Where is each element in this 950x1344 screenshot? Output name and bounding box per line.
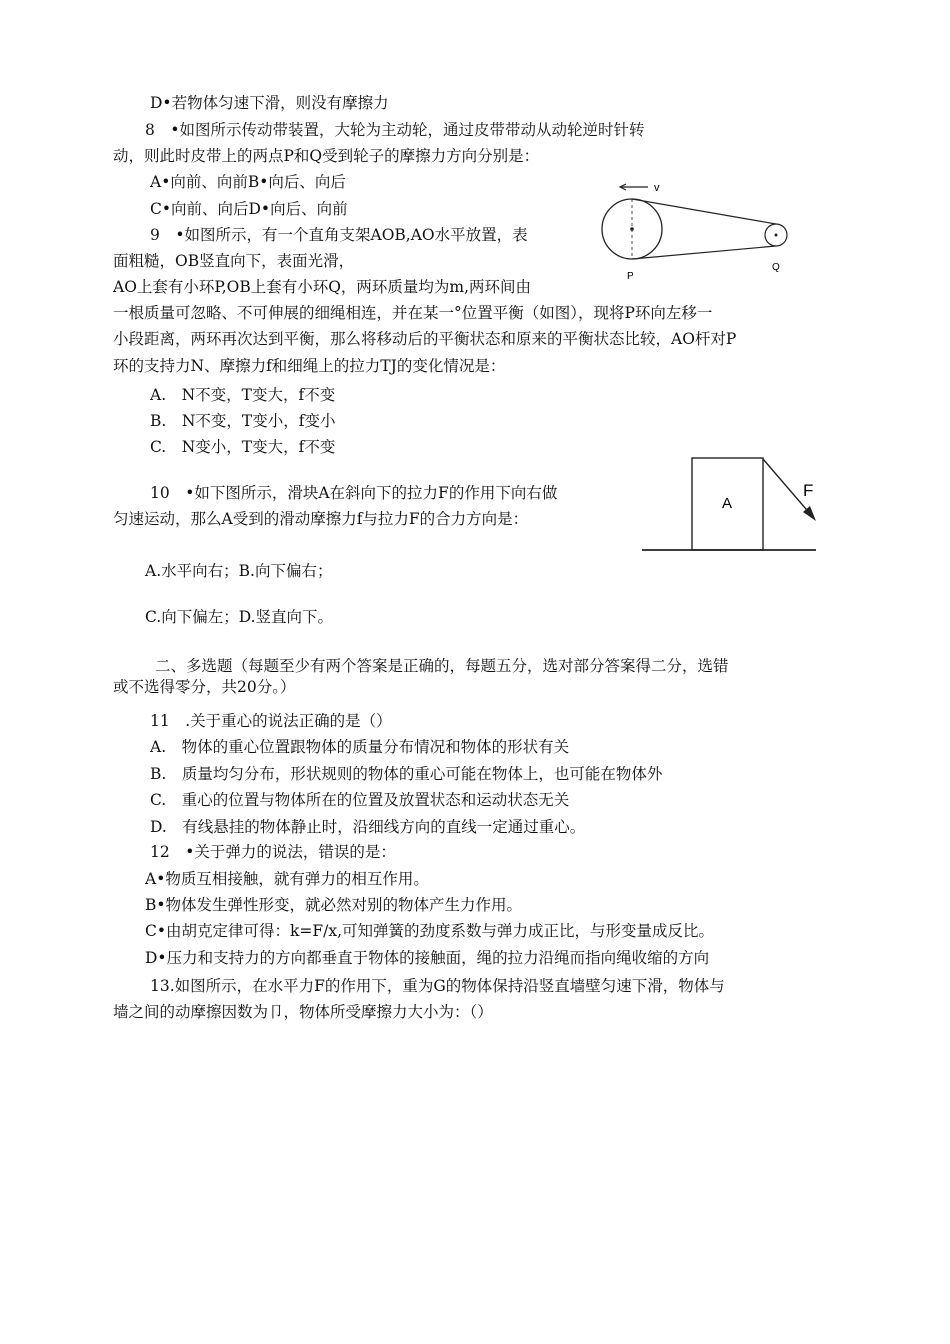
q11-option-b: B. 质量均匀分布，形状规则的物体的重心可能在物体上，也可能在物体外 — [150, 765, 663, 783]
q8-options-cd: C•向前、向后D•向后、向前 — [150, 200, 348, 218]
q12-option-a: A•物质互相接触，就有弹力的相互作用。 — [145, 870, 429, 888]
belt-drive-figure — [598, 178, 803, 288]
q11-option-d: D. 有线悬挂的物体静止时，沿细线方向的直线一定通过重心。 — [150, 818, 586, 836]
q9-option-b: B. N不变，T变小，f变小 — [150, 412, 336, 430]
q12-stem: 12 •关于弹力的说法，错误的是： — [150, 843, 396, 861]
block-force-figure — [640, 452, 825, 556]
q9-option-c: C. N变小，T变大，f不变 — [150, 438, 336, 456]
small-wheel-center — [775, 234, 778, 237]
section2-heading-line1: 二、多选题（每题至少有两个答案是正确的，每题五分，选对部分答案得二分，选错 — [155, 657, 729, 675]
label-v: v — [654, 182, 660, 194]
q9-stem-line1: 9 •如图所示，有一个直角支架AOB,AO水平放置，表 — [150, 226, 528, 244]
q8-stem-line2: 动，则此时皮带上的两点P和Q受到轮子的摩擦力方向分别是： — [113, 147, 540, 165]
q8-options-ab: A•向前、向前B•向后、向后 — [150, 173, 346, 191]
q11-stem: 11 .关于重心的说法正确的是（） — [150, 712, 392, 730]
q9-stem-line6: 环的支持力N、摩擦力f和细绳上的拉力TJ的变化情况是： — [113, 357, 506, 375]
q10-stem-line1: 10 •如下图所示，滑块A在斜向下的拉力F的作用下向右做 — [150, 484, 558, 502]
q9-stem-line3: AO上套有小环P,OB上套有小环Q，两环质量均为m,两环间由 — [113, 278, 532, 296]
label-q: Q — [772, 262, 780, 273]
large-wheel-center — [630, 227, 634, 231]
q8-stem-line1: 8 •如图所示传动带装置，大轮为主动轮，通过皮带带动从动轮逆时针转 — [145, 121, 645, 139]
q9-stem-line5: 小段距离，两环再次达到平衡，那么将移动后的平衡状态和原来的平衡状态比较，AO杆对P — [113, 330, 737, 348]
label-f: F — [803, 481, 814, 500]
q12-option-c: C•由胡克定律可得：k=F/x,可知弹簧的劲度系数与弹力成正比，与形变量成反比。 — [145, 922, 715, 940]
q9-stem-line2: 面粗糙，OB竖直向下，表面光滑， — [113, 252, 355, 270]
q7-option-d: D•若物体匀速下滑，则没有摩擦力 — [150, 94, 389, 112]
q11-option-c: C. 重心的位置与物体所在的位置及放置状态和运动状态无关 — [150, 791, 570, 809]
q11-option-a: A. 物体的重心位置跟物体的质量分布情况和物体的形状有关 — [150, 738, 570, 756]
q10-options-ab: A.水平向右；B.向下偏右； — [145, 562, 333, 580]
section2-heading-line2: 或不选得零分，共20分。） — [113, 678, 296, 696]
q13-stem-line2: 墙之间的动摩擦因数为卩，物体所受摩擦力大小为：（） — [113, 1003, 493, 1021]
label-p: P — [627, 271, 634, 282]
q13-stem-line1: 13.如图所示，在水平力F的作用下，重为G的物体保持沿竖直墙壁匀速下滑，物体与 — [150, 977, 725, 995]
q10-stem-line2: 匀速运动，那么A受到的滑动摩擦力f与拉力F的合力方向是： — [113, 510, 529, 528]
belt-top — [632, 199, 776, 224]
belt-bottom — [632, 246, 776, 259]
q12-option-b: B•物体发生弹性形变，就必然对别的物体产生力作用。 — [145, 896, 523, 914]
q9-stem-line4: 一根质量可忽略、不可伸展的细绳相连，并在某一°位置平衡（如图），现将P环向左移一 — [113, 304, 713, 322]
q12-option-d: D•压力和支持力的方向都垂直于物体的接触面，绳的拉力沿绳而指向绳收缩的方向 — [145, 949, 710, 967]
q9-option-a: A. N不变，T变大，f不变 — [150, 386, 336, 404]
q10-options-cd: C.向下偏左；D.竖直向下。 — [145, 608, 334, 626]
label-a: A — [722, 495, 733, 512]
